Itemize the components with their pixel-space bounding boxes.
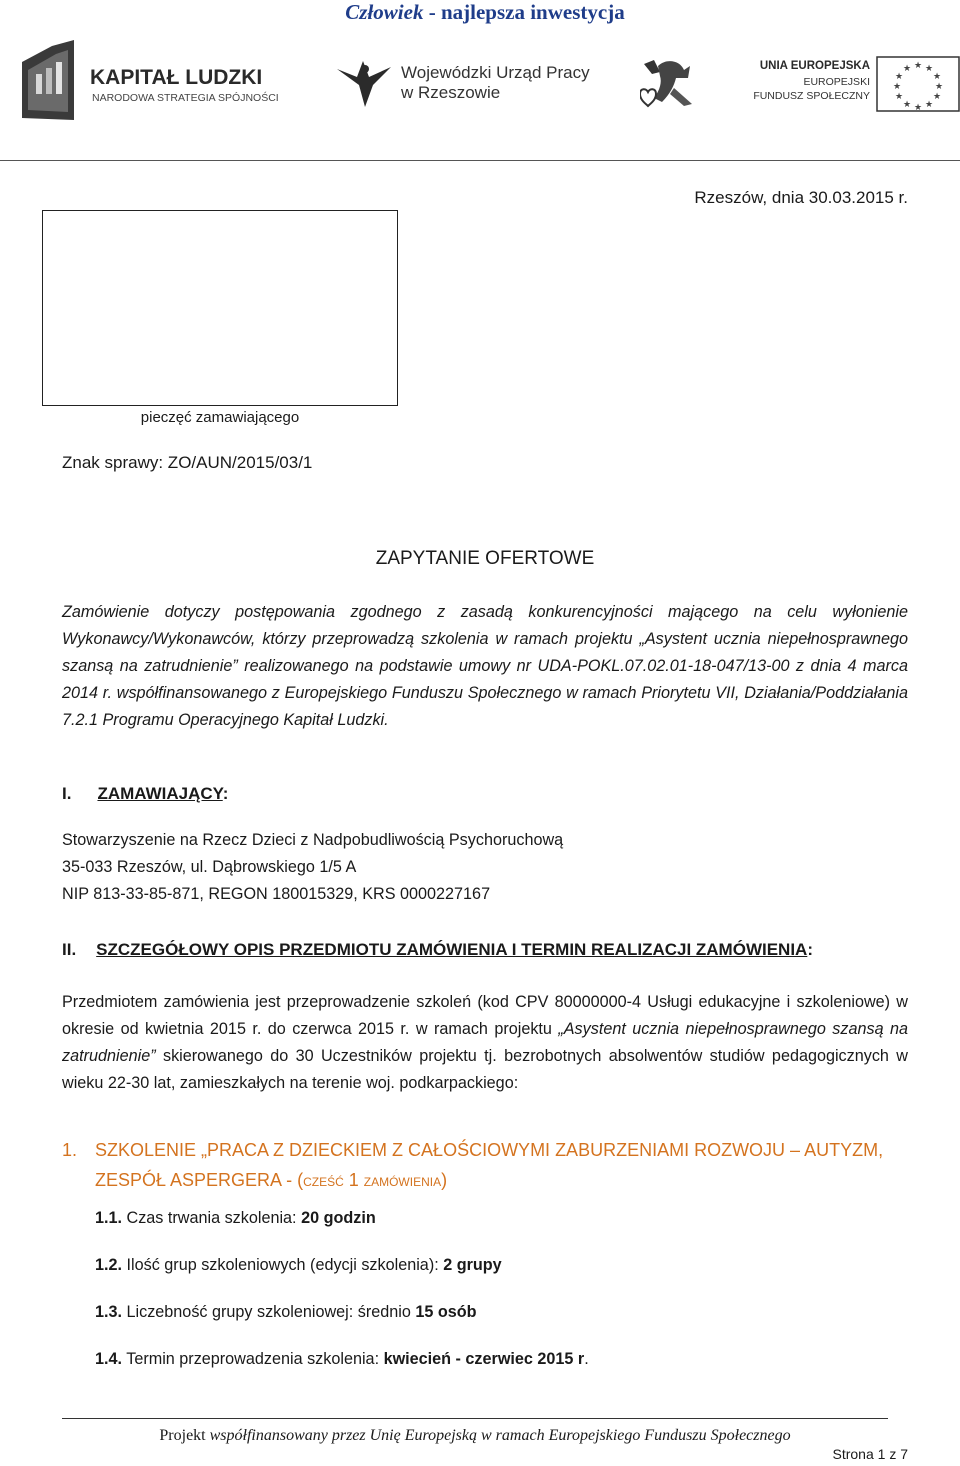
section-2-title: SZCZEGÓŁOWY OPIS PRZEDMIOTU ZAMÓWIENIA I TERMIN REALIZACJI ZAMÓWIENIA xyxy=(96,940,808,959)
kapital-ludzki-logo xyxy=(22,40,282,125)
kapital-ludzki-subtitle: NARODOWA STRATEGIA SPÓJNOŚCI xyxy=(92,92,279,104)
svg-text:★: ★ xyxy=(902,64,912,74)
svg-text:★: ★ xyxy=(932,72,942,82)
case-number: Znak sprawy: ZO/AUN/2015/03/1 xyxy=(62,453,313,472)
svg-text:★: ★ xyxy=(902,100,912,110)
association-emblem-icon xyxy=(640,58,696,108)
svg-text:★: ★ xyxy=(924,100,934,110)
section-1-number: I. xyxy=(62,784,72,803)
document-date: Rzeszów, dnia 30.03.2015 r. xyxy=(694,188,908,207)
svg-text:★: ★ xyxy=(892,82,902,92)
kapital-ludzki-title: KAPITAŁ LUDZKI xyxy=(90,66,263,89)
eu-line3: FUNDUSZ SPOŁECZNY xyxy=(753,90,870,102)
training-item-4: 1.4. Termin przeprowadzenia szkolenia: kwiecień - czerwiec 2015 r. xyxy=(95,1350,589,1368)
stamp-label: pieczęć zamawiającego xyxy=(140,409,300,426)
section-2-heading: II. SZCZEGÓŁOWY OPIS PRZEDMIOTU ZAMÓWIENIA I TERMIN REALIZACJI ZAMÓWIENIA: xyxy=(62,940,813,959)
wup-line2: w Rzeszowie xyxy=(401,83,501,102)
document-title: ZAPYTANIE OFERTOWE xyxy=(375,548,595,569)
section-2-paragraph: Przedmiotem zamówienia jest przeprowadzenie szkoleń (kod CPV 80000000-4 Usługi edukacyjne i szkoleniowe) w okresie od kwietnia 2015 r. do czerwca 2015 r. w ramach projektu „Asystent ucznia niepełnosprawnego szansą na zatrudnienie” skierowanego do 30 Uczestników projektu tj. bezrobotnych absolwentów studiów pedagogicznych w wieku 22-30 lat, zamieszkałych na terenie woj. podkarpackiego: xyxy=(62,993,908,1092)
orderer-name: Stowarzyszenie na Rzecz Dzieci z Nadpobudliwością Psychoruchową xyxy=(62,831,564,849)
svg-text:★: ★ xyxy=(913,103,923,112)
stamp-box xyxy=(42,210,398,406)
page-number: Strona 1 z 7 xyxy=(832,1446,908,1462)
svg-text:★: ★ xyxy=(932,92,942,102)
training-item-2: 1.2. Ilość grup szkoleniowych (edycji szkolenia): 2 grupy xyxy=(95,1256,502,1274)
svg-text:★: ★ xyxy=(894,92,904,102)
footer-text: Projekt współfinansowany przez Unię Europejską w ramach Europejskiego Funduszu Społecznego xyxy=(159,1427,791,1444)
svg-text:★: ★ xyxy=(894,72,904,82)
header-divider xyxy=(0,160,960,161)
eu-efs-logo xyxy=(740,58,960,114)
wup-line1: Wojewódzki Urząd Pracy xyxy=(401,63,590,82)
eu-line2: EUROPEJSKI xyxy=(803,76,870,88)
orderer-ids: NIP 813-33-85-871, REGON 180015329, KRS 0000227167 xyxy=(62,885,491,903)
intro-paragraph: Zamówienie dotyczy postępowania zgodnego z zasadą konkurencyjności mającego na celu wyłonienie Wykonawcy/Wykonawców, którzy przeprowadzą szkolenia w ramach projektu „Asystent ucznia niepełnosprawnego szansą na zatrudnienie” realizowanego na podstawie umowy nr UDA-POKL.07.02.01-18-047/13-00 z dnia 4 marca 2014 r. współfinansowanego z Europejskiego Funduszu Społecznego w ramach Priorytetu VII, Działania/Poddziałania 7.2.1 Programu Operacyjnego Kapitał Ludzki. xyxy=(62,603,908,729)
eu-flag-icon xyxy=(876,56,960,112)
training-title: SZKOLENIE „PRACA Z DZIECKIEM Z CAŁOŚCIOWYMI ZABURZENIAMI ROZWOJU – AUTYZM, ZESPÓŁ ASPERGERA - (CZEŚĆ 1 ZAMÓWIENIA) xyxy=(95,1140,884,1190)
training-number: 1. xyxy=(62,1140,78,1160)
training-item-3: 1.3. Liczebność grupy szkoleniowej: średnio 15 osób xyxy=(95,1303,477,1321)
eu-line1: UNIA EUROPEJSKA xyxy=(759,60,870,72)
section-2-number: II. xyxy=(62,940,77,959)
header-motto: Człowiek - najlepsza inwestycja xyxy=(345,0,625,24)
kapital-ludzki-emblem-icon xyxy=(22,40,74,120)
svg-text:★: ★ xyxy=(934,82,944,92)
section-1-heading: I. ZAMAWIAJĄCY: xyxy=(62,784,229,803)
svg-text:★: ★ xyxy=(913,61,923,71)
training-item-1: 1.1. Czas trwania szkolenia: 20 godzin xyxy=(95,1209,376,1227)
section-1-title: ZAMAWIAJĄCY xyxy=(97,784,223,803)
svg-text:★: ★ xyxy=(924,64,934,74)
wup-bird-icon xyxy=(335,55,393,109)
wup-rzeszow-logo xyxy=(335,55,595,115)
orderer-address: 35-033 Rzeszów, ul. Dąbrowskiego 1/5 A xyxy=(62,858,357,876)
footer-divider xyxy=(62,1418,888,1419)
